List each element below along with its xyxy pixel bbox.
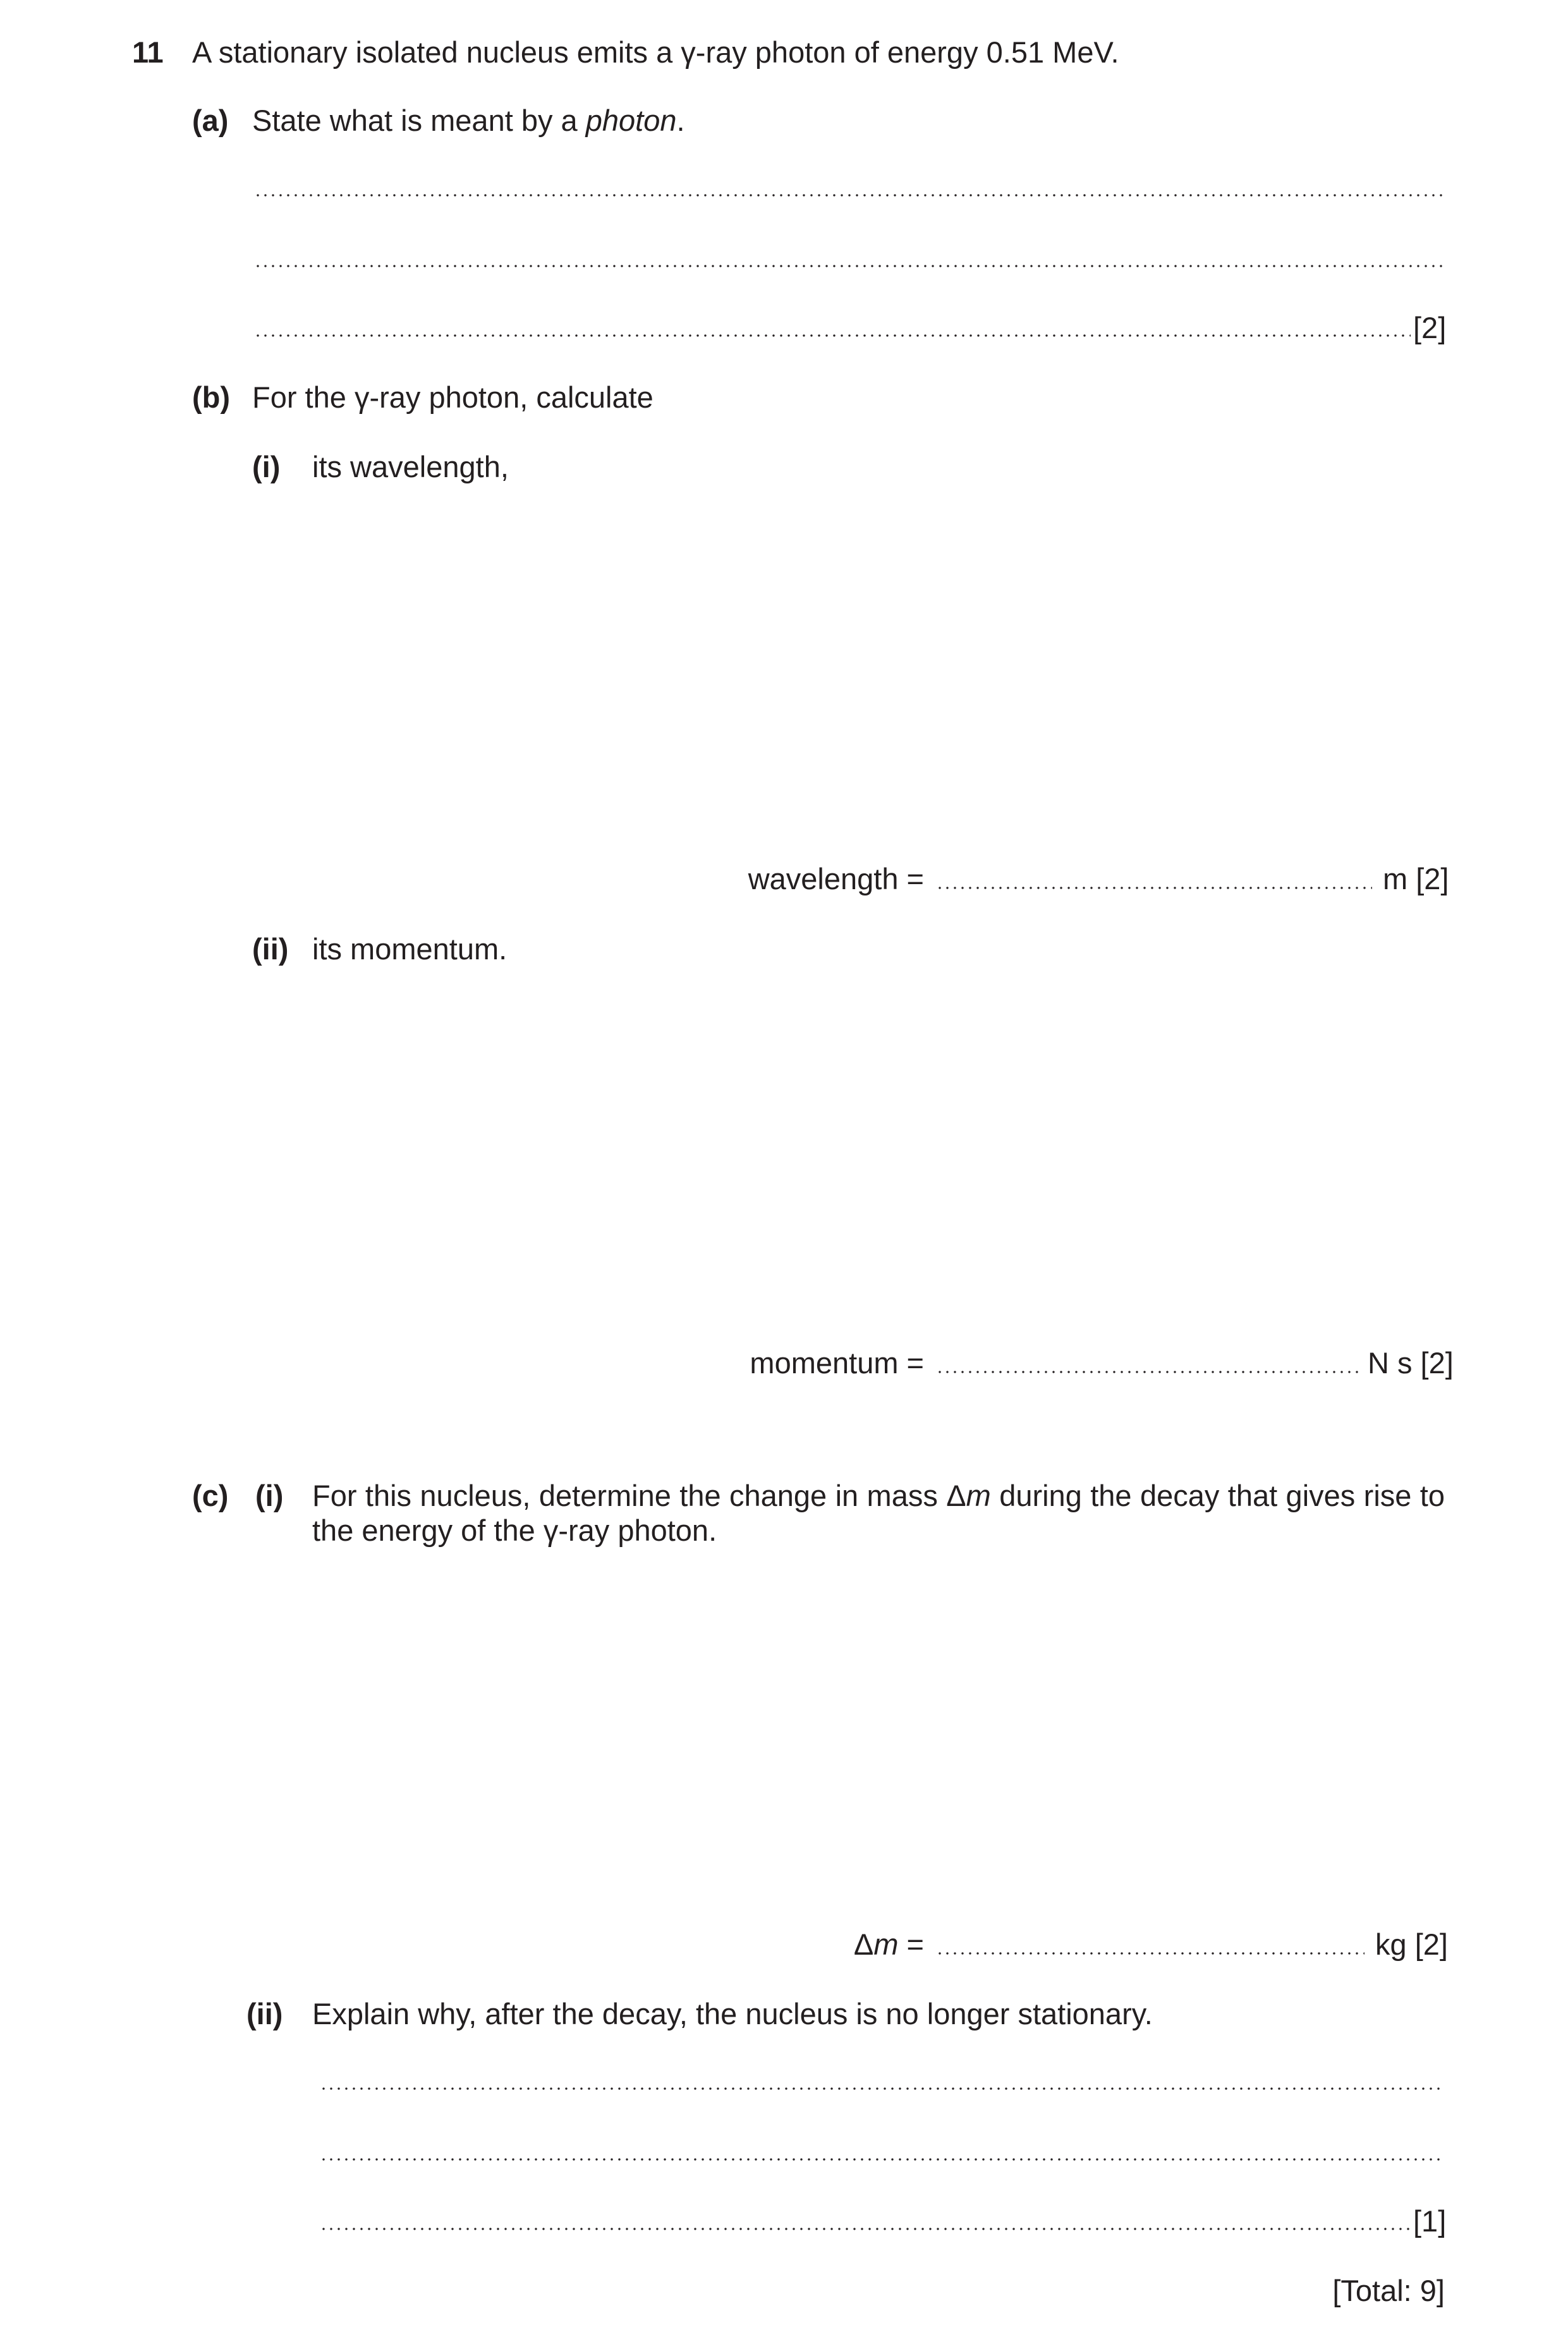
part-b-label: (b) bbox=[192, 380, 231, 414]
wavelength-unit-mark: m [2] bbox=[1383, 862, 1449, 895]
delta-symbol: Δ bbox=[946, 1479, 966, 1512]
part-b-ii-label: (ii) bbox=[252, 932, 289, 966]
part-c-ii-prompt: Explain why, after the decay, the nucleus is no longer stationary. bbox=[312, 1997, 1153, 2031]
answer-line[interactable] bbox=[254, 334, 1411, 337]
momentum-answer-label: momentum = bbox=[750, 1346, 924, 1380]
answer-line[interactable] bbox=[320, 2087, 1445, 2091]
wavelength-answer-line[interactable] bbox=[936, 886, 1372, 890]
part-c-ii-label: (ii) bbox=[246, 1997, 283, 2031]
delta-m-unit-mark: kg [2] bbox=[1375, 1927, 1448, 1961]
part-c-i-prompt-line1: For this nucleus, determine the change in mass Δm during the decay that gives rise to bbox=[312, 1479, 1445, 1512]
part-c-ii-mark: [1] bbox=[1413, 2204, 1447, 2238]
part-b-i-prompt: its wavelength, bbox=[312, 450, 509, 483]
gamma-symbol: γ bbox=[681, 35, 696, 69]
question-stem: A stationary isolated nucleus emits a γ-ray photon of energy 0.51 MeV. bbox=[192, 35, 1119, 69]
part-b-ii-prompt: its momentum. bbox=[312, 932, 507, 966]
answer-line[interactable] bbox=[254, 193, 1445, 197]
part-b-i-label: (i) bbox=[252, 450, 281, 483]
answer-line[interactable] bbox=[320, 2227, 1411, 2231]
delta-m-answer-label: Δm = bbox=[853, 1927, 924, 1961]
part-c-i-prompt-line2: the energy of the γ-ray photon. bbox=[312, 1514, 717, 1547]
part-a-mark: [2] bbox=[1413, 311, 1447, 344]
part-c-label: (c) bbox=[192, 1479, 229, 1512]
delta-m-answer-line[interactable] bbox=[936, 1952, 1364, 1955]
momentum-answer-line[interactable] bbox=[936, 1370, 1361, 1374]
question-number: 11 bbox=[132, 35, 164, 69]
part-a-label: (a) bbox=[192, 104, 229, 137]
answer-line[interactable] bbox=[254, 264, 1445, 268]
part-b-prompt: For the γ-ray photon, calculate bbox=[252, 380, 653, 414]
wavelength-answer-label: wavelength = bbox=[748, 862, 924, 895]
delta-symbol: Δ bbox=[853, 1927, 874, 1961]
answer-line[interactable] bbox=[320, 2158, 1445, 2161]
part-a-prompt: State what is meant by a photon. bbox=[252, 104, 685, 137]
part-c-i-label: (i) bbox=[255, 1479, 284, 1512]
gamma-symbol: γ bbox=[354, 380, 370, 414]
total-marks: [Total: 9] bbox=[1332, 2274, 1445, 2307]
momentum-unit-mark: N s [2] bbox=[1368, 1346, 1454, 1380]
gamma-symbol: γ bbox=[543, 1514, 559, 1547]
